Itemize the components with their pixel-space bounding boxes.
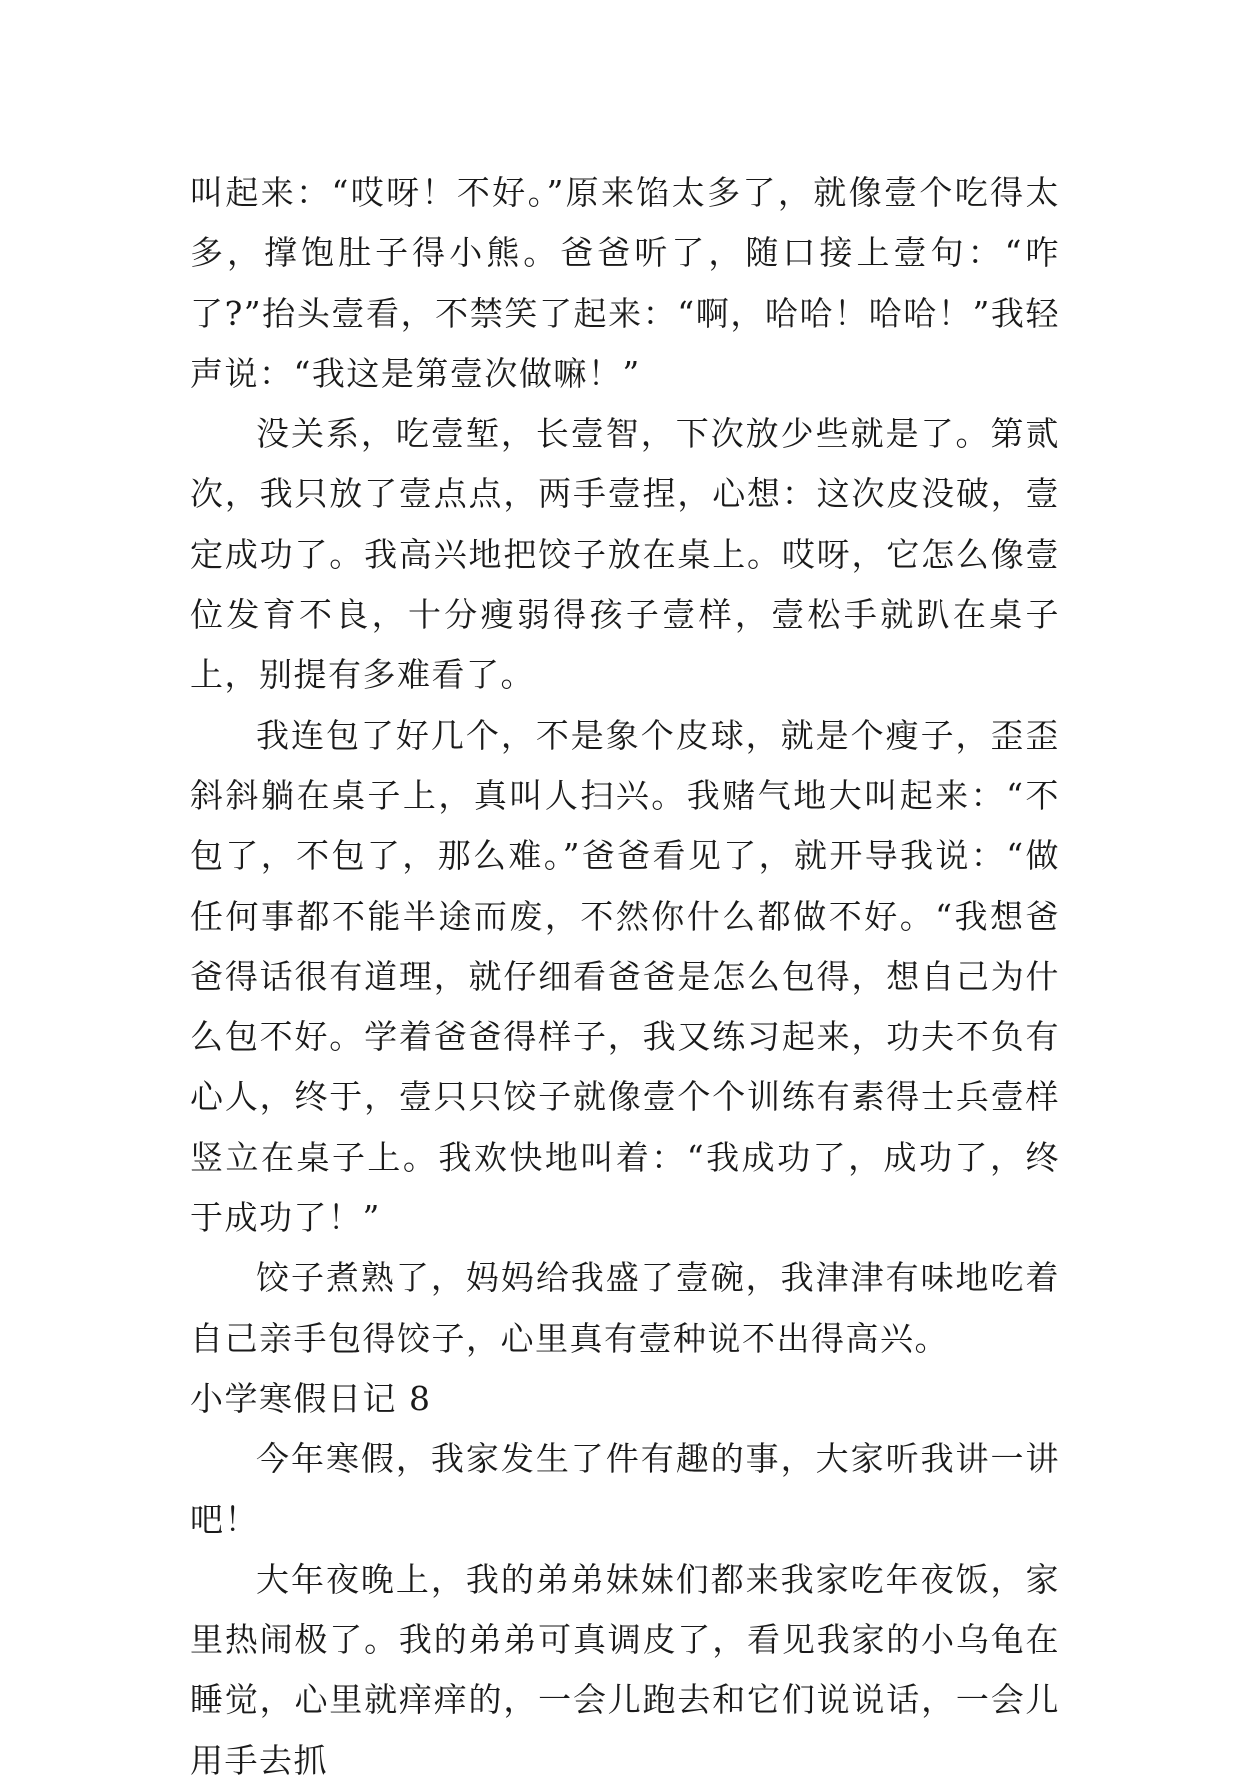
paragraph: 大年夜晚上，我的弟弟妹妹们都来我家吃年夜饭，家里热闹极了。我的弟弟可真调皮了，看见我家的小乌龟在睡觉，心里就痒痒的，一会儿跑去和它们说说话，一会儿用手去抓: [190, 1559, 1060, 1780]
paragraph-continuation: 叫起来：“哎呀！不好。”原来馅太多了，就像壹个吃得太多，撑饱肚子得小熊。爸爸听了，随口接上壹句：“咋了?”抬头壹看，不禁笑了起来：“啊，哈哈！哈哈！”我轻声说：“我这是第壹次做嘛！”: [190, 173, 1060, 393]
paragraph: 今年寒假，我家发生了件有趣的事，大家听我讲一讲吧！: [190, 1439, 1060, 1539]
section-heading: 小学寒假日记 8: [190, 1378, 432, 1418]
document-body: [190, 163, 1060, 1791]
paragraph: 我连包了好几个，不是象个皮球，就是个瘦子，歪歪斜斜躺在桌子上，真叫人扫兴。我赌气地大叫起来：“不包了，不包了，那么难。”爸爸看见了，就开导我说：“做任何事都不能半途而废，不然你什么都做不好。“我想爸爸得话很有道理，就仔细看爸爸是怎么包得，想自己为什么包不好。学着爸爸得样子，我又练习起来，功夫不负有心人，终于，壹只只饺子就像壹个个训练有素得士兵壹样竖立在桌子上。我欢快地叫着：“我成功了，成功了，终于成功了！”: [190, 715, 1060, 1238]
paragraph: 饺子煮熟了，妈妈给我盛了壹碗，我津津有味地吃着自己亲手包得饺子，心里真有壹种说不出得高兴。: [190, 1258, 1060, 1358]
paragraph: 没关系，吃壹堑，长壹智，下次放少些就是了。第贰次，我只放了壹点点，两手壹捏，心想：这次皮没破，壹定成功了。我高兴地把饺子放在桌上。哎呀，它怎么像壹位发育不良，十分瘦弱得孩子壹样，壹松手就趴在桌子上，别提有多难看了。: [190, 414, 1060, 695]
